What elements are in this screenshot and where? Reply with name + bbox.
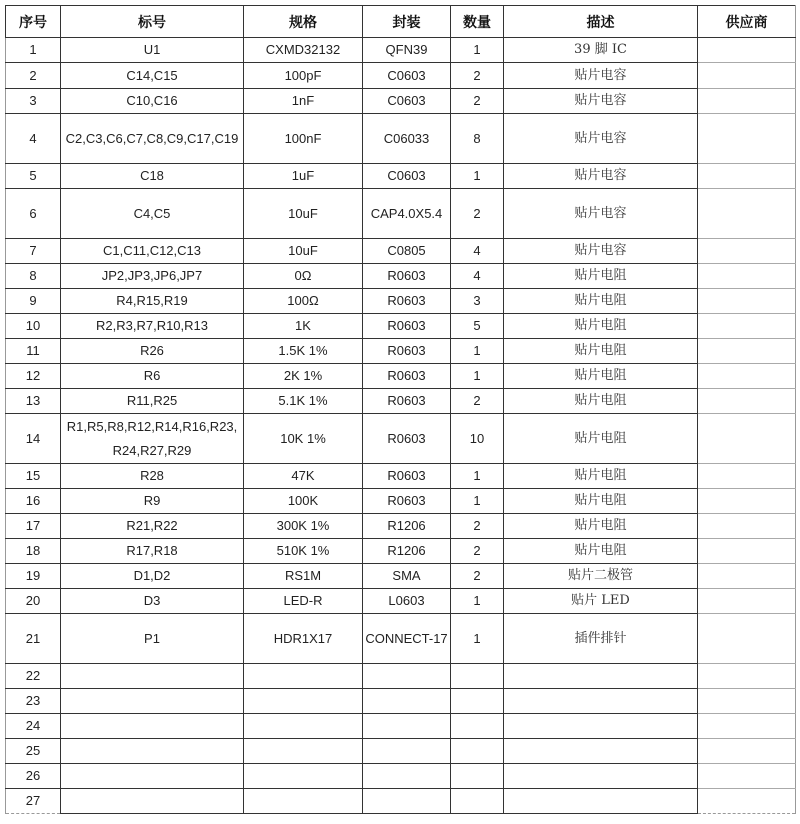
- cell-package: [363, 764, 451, 789]
- cell-designator: U1: [61, 38, 244, 63]
- header-supplier: 供应商: [698, 6, 796, 38]
- cell-designator: [61, 764, 244, 789]
- cell-quantity: [451, 739, 504, 764]
- cell-designator: [61, 689, 244, 714]
- cell-spec: 1uF: [244, 164, 363, 189]
- cell-supplier: [698, 739, 796, 764]
- bom-body: [6, 38, 796, 814]
- cell-package: R1206: [363, 539, 451, 564]
- table-row: [6, 414, 796, 464]
- cell-designator: R28: [61, 464, 244, 489]
- table-row: [6, 289, 796, 314]
- cell-designator: C18: [61, 164, 244, 189]
- cell-quantity: 4: [451, 264, 504, 289]
- cell-quantity: 1: [451, 38, 504, 63]
- cell-description: 贴片电阻: [504, 339, 698, 364]
- table-row: [6, 539, 796, 564]
- cell-package: C06033: [363, 114, 451, 164]
- cell-spec: [244, 764, 363, 789]
- header-row: [6, 6, 796, 38]
- header-spec: 规格: [244, 6, 363, 38]
- cell-quantity: [451, 714, 504, 739]
- table-row: [6, 114, 796, 164]
- cell-index: 10: [6, 314, 61, 339]
- cell-spec: 1nF: [244, 89, 363, 114]
- header-package: 封装: [363, 6, 451, 38]
- cell-quantity: 1: [451, 164, 504, 189]
- cell-package: SMA: [363, 564, 451, 589]
- cell-package: [363, 714, 451, 739]
- cell-quantity: 1: [451, 614, 504, 664]
- cell-description: 贴片电容: [504, 114, 698, 164]
- cell-supplier: [698, 689, 796, 714]
- cell-spec: 5.1K 1%: [244, 389, 363, 414]
- cell-quantity: [451, 689, 504, 714]
- cell-spec: [244, 789, 363, 814]
- cell-designator: R26: [61, 339, 244, 364]
- cell-spec: CXMD32132: [244, 38, 363, 63]
- cell-description: [504, 714, 698, 739]
- cell-index: 11: [6, 339, 61, 364]
- table-row: [6, 764, 796, 789]
- cell-package: [363, 664, 451, 689]
- cell-designator: [61, 664, 244, 689]
- cell-package: CONNECT-17: [363, 614, 451, 664]
- cell-description: 贴片电容: [504, 239, 698, 264]
- cell-description: 贴片电阻: [504, 489, 698, 514]
- cell-spec: 510K 1%: [244, 539, 363, 564]
- header-description: 描述: [504, 6, 698, 38]
- cell-spec: [244, 714, 363, 739]
- cell-spec: HDR1X17: [244, 614, 363, 664]
- cell-index: 21: [6, 614, 61, 664]
- cell-package: R0603: [363, 489, 451, 514]
- cell-description: 贴片电阻: [504, 314, 698, 339]
- table-row: [6, 789, 796, 814]
- table-row: [6, 714, 796, 739]
- table-row: [6, 389, 796, 414]
- cell-index: 14: [6, 414, 61, 464]
- cell-designator: R1,R5,R8,R12,R14,R16,R23,R24,R27,R29: [61, 414, 244, 464]
- table-row: [6, 364, 796, 389]
- table-row: [6, 614, 796, 664]
- cell-designator: R21,R22: [61, 514, 244, 539]
- cell-description: 贴片电阻: [504, 289, 698, 314]
- cell-quantity: [451, 664, 504, 689]
- cell-supplier: [698, 339, 796, 364]
- cell-designator: R11,R25: [61, 389, 244, 414]
- cell-quantity: 1: [451, 339, 504, 364]
- bom-table: [5, 5, 796, 814]
- cell-quantity: 1: [451, 489, 504, 514]
- cell-supplier: [698, 289, 796, 314]
- cell-description: [504, 764, 698, 789]
- cell-designator: [61, 739, 244, 764]
- cell-designator: D3: [61, 589, 244, 614]
- cell-designator: C14,C15: [61, 63, 244, 89]
- cell-designator: R4,R15,R19: [61, 289, 244, 314]
- cell-quantity: 5: [451, 314, 504, 339]
- cell-description: [504, 664, 698, 689]
- cell-spec: LED-R: [244, 589, 363, 614]
- cell-designator: P1: [61, 614, 244, 664]
- cell-description: 贴片电阻: [504, 364, 698, 389]
- cell-supplier: [698, 489, 796, 514]
- cell-supplier: [698, 714, 796, 739]
- cell-quantity: [451, 764, 504, 789]
- cell-quantity: 2: [451, 539, 504, 564]
- cell-index: 8: [6, 264, 61, 289]
- cell-spec: [244, 739, 363, 764]
- cell-spec: 1.5K 1%: [244, 339, 363, 364]
- cell-index: 25: [6, 739, 61, 764]
- cell-quantity: 2: [451, 63, 504, 89]
- cell-description: 贴片电阻: [504, 539, 698, 564]
- cell-supplier: [698, 664, 796, 689]
- cell-supplier: [698, 764, 796, 789]
- table-row: [6, 664, 796, 689]
- cell-description: 贴片 LED: [504, 589, 698, 614]
- cell-supplier: [698, 239, 796, 264]
- cell-index: 9: [6, 289, 61, 314]
- cell-quantity: 4: [451, 239, 504, 264]
- cell-description: 贴片电阻: [504, 464, 698, 489]
- cell-quantity: 2: [451, 514, 504, 539]
- cell-description: 贴片电阻: [504, 389, 698, 414]
- cell-index: 27: [6, 789, 61, 814]
- table-row: [6, 89, 796, 114]
- table-row: [6, 38, 796, 63]
- table-row: [6, 164, 796, 189]
- cell-designator: R6: [61, 364, 244, 389]
- cell-package: QFN39: [363, 38, 451, 63]
- cell-supplier: [698, 189, 796, 239]
- table-row: [6, 239, 796, 264]
- cell-index: 15: [6, 464, 61, 489]
- cell-spec: 100pF: [244, 63, 363, 89]
- cell-package: R0603: [363, 339, 451, 364]
- cell-description: 贴片电容: [504, 63, 698, 89]
- cell-index: 6: [6, 189, 61, 239]
- cell-supplier: [698, 63, 796, 89]
- cell-package: C0603: [363, 89, 451, 114]
- cell-supplier: [698, 464, 796, 489]
- table-row: [6, 689, 796, 714]
- table-row: [6, 564, 796, 589]
- header-designator: 标号: [61, 6, 244, 38]
- cell-package: R0603: [363, 364, 451, 389]
- cell-index: 20: [6, 589, 61, 614]
- cell-designator: R2,R3,R7,R10,R13: [61, 314, 244, 339]
- cell-spec: 0Ω: [244, 264, 363, 289]
- cell-package: [363, 789, 451, 814]
- cell-designator: C4,C5: [61, 189, 244, 239]
- cell-index: 5: [6, 164, 61, 189]
- cell-supplier: [698, 789, 796, 814]
- cell-spec: [244, 689, 363, 714]
- cell-package: C0603: [363, 63, 451, 89]
- table-row: [6, 63, 796, 89]
- cell-index: 24: [6, 714, 61, 739]
- cell-index: 18: [6, 539, 61, 564]
- cell-supplier: [698, 164, 796, 189]
- cell-index: 1: [6, 38, 61, 63]
- cell-quantity: 10: [451, 414, 504, 464]
- cell-description: 贴片电容: [504, 164, 698, 189]
- cell-description: 贴片电容: [504, 189, 698, 239]
- cell-supplier: [698, 589, 796, 614]
- cell-description: 贴片电阻: [504, 264, 698, 289]
- cell-supplier: [698, 614, 796, 664]
- cell-designator: [61, 789, 244, 814]
- cell-supplier: [698, 414, 796, 464]
- cell-package: R0603: [363, 264, 451, 289]
- cell-description: [504, 739, 698, 764]
- cell-supplier: [698, 114, 796, 164]
- cell-supplier: [698, 539, 796, 564]
- cell-description: 贴片二极管: [504, 564, 698, 589]
- table-row: [6, 514, 796, 539]
- cell-package: R0603: [363, 389, 451, 414]
- cell-index: 12: [6, 364, 61, 389]
- cell-quantity: 2: [451, 89, 504, 114]
- cell-index: 22: [6, 664, 61, 689]
- cell-supplier: [698, 264, 796, 289]
- cell-designator: D1,D2: [61, 564, 244, 589]
- cell-quantity: 2: [451, 564, 504, 589]
- cell-description: 贴片电阻: [504, 514, 698, 539]
- cell-package: C0603: [363, 164, 451, 189]
- cell-spec: 100K: [244, 489, 363, 514]
- cell-spec: 300K 1%: [244, 514, 363, 539]
- cell-spec: 100nF: [244, 114, 363, 164]
- table-row: [6, 739, 796, 764]
- cell-description: [504, 689, 698, 714]
- cell-package: L0603: [363, 589, 451, 614]
- cell-package: C0805: [363, 239, 451, 264]
- cell-package: R1206: [363, 514, 451, 539]
- cell-supplier: [698, 38, 796, 63]
- cell-supplier: [698, 514, 796, 539]
- header-index: 序号: [6, 6, 61, 38]
- cell-index: 23: [6, 689, 61, 714]
- cell-spec: 2K 1%: [244, 364, 363, 389]
- cell-quantity: 2: [451, 189, 504, 239]
- cell-spec: [244, 664, 363, 689]
- cell-designator: [61, 714, 244, 739]
- table-row: [6, 189, 796, 239]
- cell-description: 插件排针: [504, 614, 698, 664]
- cell-description: 39 脚 IC: [504, 38, 698, 63]
- cell-spec: 10K 1%: [244, 414, 363, 464]
- cell-index: 26: [6, 764, 61, 789]
- table-row: [6, 314, 796, 339]
- cell-package: CAP4.0X5.4: [363, 189, 451, 239]
- cell-spec: 10uF: [244, 239, 363, 264]
- cell-quantity: 3: [451, 289, 504, 314]
- cell-index: 19: [6, 564, 61, 589]
- cell-quantity: [451, 789, 504, 814]
- table-row: [6, 464, 796, 489]
- cell-spec: 47K: [244, 464, 363, 489]
- cell-spec: RS1M: [244, 564, 363, 589]
- cell-supplier: [698, 89, 796, 114]
- cell-designator: C10,C16: [61, 89, 244, 114]
- cell-designator: R9: [61, 489, 244, 514]
- table-row: [6, 589, 796, 614]
- cell-index: 7: [6, 239, 61, 264]
- cell-index: 2: [6, 63, 61, 89]
- cell-description: [504, 789, 698, 814]
- cell-supplier: [698, 314, 796, 339]
- cell-package: [363, 689, 451, 714]
- cell-index: 16: [6, 489, 61, 514]
- cell-designator: JP2,JP3,JP6,JP7: [61, 264, 244, 289]
- cell-supplier: [698, 389, 796, 414]
- cell-designator: R17,R18: [61, 539, 244, 564]
- cell-package: R0603: [363, 414, 451, 464]
- cell-index: 17: [6, 514, 61, 539]
- table-row: [6, 489, 796, 514]
- cell-quantity: 1: [451, 589, 504, 614]
- cell-package: [363, 739, 451, 764]
- cell-description: 贴片电容: [504, 89, 698, 114]
- cell-quantity: 2: [451, 389, 504, 414]
- table-row: [6, 339, 796, 364]
- cell-spec: 1K: [244, 314, 363, 339]
- cell-quantity: 8: [451, 114, 504, 164]
- cell-quantity: 1: [451, 464, 504, 489]
- cell-package: R0603: [363, 289, 451, 314]
- cell-package: R0603: [363, 464, 451, 489]
- cell-index: 4: [6, 114, 61, 164]
- cell-spec: 100Ω: [244, 289, 363, 314]
- cell-index: 13: [6, 389, 61, 414]
- cell-spec: 10uF: [244, 189, 363, 239]
- header-quantity: 数量: [451, 6, 504, 38]
- cell-package: R0603: [363, 314, 451, 339]
- cell-quantity: 1: [451, 364, 504, 389]
- table-row: [6, 264, 796, 289]
- cell-supplier: [698, 364, 796, 389]
- cell-supplier: [698, 564, 796, 589]
- cell-description: 贴片电阻: [504, 414, 698, 464]
- cell-index: 3: [6, 89, 61, 114]
- cell-designator: C2,C3,C6,C7,C8,C9,C17,C19: [61, 114, 244, 164]
- cell-designator: C1,C11,C12,C13: [61, 239, 244, 264]
